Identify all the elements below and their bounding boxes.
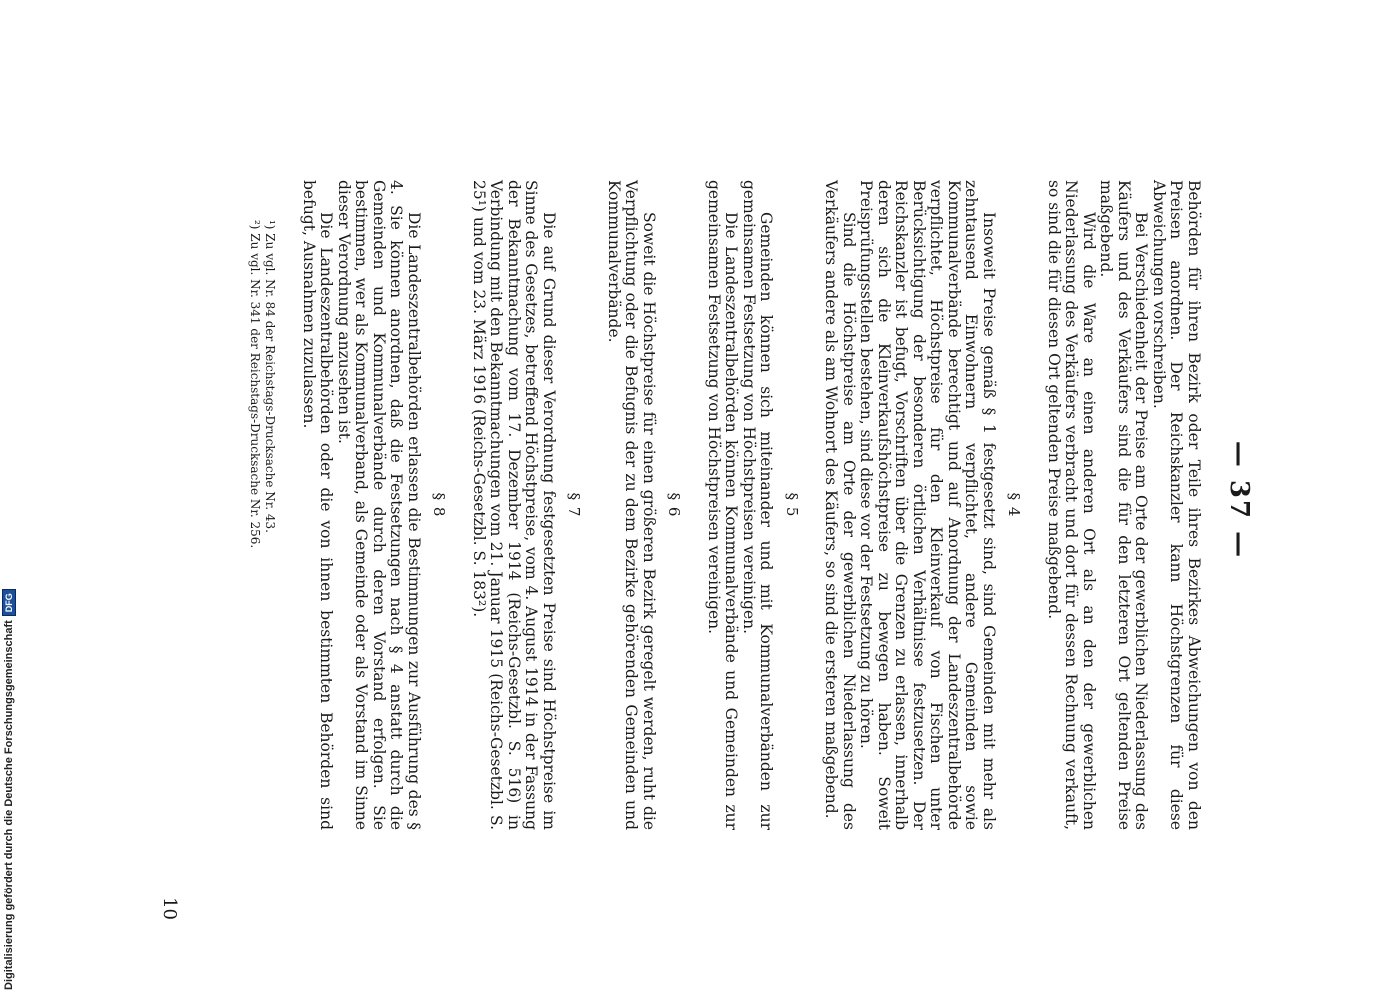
section-7 [470,180,583,830]
section-heading: § 7 [565,492,584,518]
section-6 [605,180,683,830]
paragraph: Soweit die Höchstpreise für einen größeren Bezirk geregelt werden, ruht die Verpflichtung oder die Befugnis der zu dem Bezirke gehörenden Gemeinden und Kommunalverbände. [605,180,658,830]
digitization-credit [2,0,16,1000]
page-content [248,180,1203,830]
section-8 [300,180,448,830]
sheet-number: 10 [159,897,180,920]
paragraph: Die auf Grund dieser Verordnung festgesetzten Preise sind Höchstpreise im Sinne des Gesetzes, betreffend Höchstpreise, vom 4. August 1914 in der Fassung der Bekanntmachung vom 17. Dezember 1914 (Reichs-Gesetzbl. S. 516) in Verbindung mit den Bekanntmachungen vom 21. Januar 1915 (Reichs-Gesetzbl. S. 25¹) und vom 23. März 1916 (Reichs-Gesetzbl. S. 183²). [470,180,558,830]
paragraph: Wird die Ware an einen anderen Ort als an den der gewerblichen Niederlassung des Verkäufers verbracht und dort für dessen Rechnung verkauft, so sind die für diesen Ort geltenden Preise maßgebend. [1045,180,1098,830]
paragraph: Behörden für ihren Bezirk oder Teile ihres Bezirkes Abweichungen von den Preisen anordnen. Der Reichskanzler kann Höchstgrenzen für diese Abweichungen vorschreiben. [1150,180,1203,830]
paragraph: Die Landeszentralbehörden können Kommunalverbände und Gemeinden zur gemeinsamen Festsetzung von Höchstpreisen vereinigen. [705,180,741,830]
credit-text: Digitalisierung gefördert durch die Deutsche Forschungsgemeinschaft [3,620,15,990]
footnotes [248,180,278,830]
intro-block [1045,180,1203,830]
paragraph: Die Landeszentralbehörden erlassen die Bestimmungen zur Ausführung des § 4. Sie können anordnen, daß die Festsetzungen nach § 4 anstatt durch die Gemeinden und Kommunalverbände durch deren Vorstand erfolgen. Sie bestimmen, wer als Kommunalverband, als Gemeinde oder als Vorstand im Sinne dieser Verordnung anzusehen ist. [335,180,423,830]
paragraph: Gemeinden können sich miteinander und mit Kommunalverbänden zur gemeinsamen Festsetzung von Höchstpreisen vereinigen. [740,180,776,830]
paragraph: Bei Verschiedenheit der Preise am Orte der gewerblichen Niederlassung des Käufers und des Verkäufers sind die für den letzteren Ort geltenden Preise maßgebend. [1097,180,1151,830]
paragraph: Insoweit Preise gemäß § 1 festgesetzt sind, sind Gemeinden mit mehr als zehntausend Einwohnern verpflichtet, andere Gemeinden sowie Kommunalverbände berechtigt und auf Anordnung der Landeszentralbehörde verpflichtet, Höchstpreise für den Kleinverkauf von Fischen unter Berücksichtigung der besonderen örtlichen Verhältnisse festzusetzen. Der Reichskanzler ist befugt, Vorschriften über die Grenzen zu erlassen, innerhalb deren sich die Kleinverkaufshöchstpreise zu bewegen haben. Soweit Preisprüfungsstellen bestehen, sind diese vor der Festsetzung zu hören. [857,180,998,830]
credit-line [2,589,16,990]
dfg-logo-icon: DFG [2,589,16,616]
section-4 [822,180,1023,830]
paragraph: Sind die Höchstpreise am Orte der gewerblichen Niederlassung des Verkäufers andere als am Wohnort des Käufers, so sind die ersteren maßgebend. [822,180,858,830]
page-number: — 37 — [1224,440,1254,560]
scanned-page [120,0,1260,1000]
section-5 [705,180,801,830]
section-heading: § 4 [1005,492,1024,518]
footnote: ¹) Zu vgl. Nr. 84 der Reichstags-Drucksache Nr. 43. [263,220,278,533]
footnote: ²) Zu vgl. Nr. 341 der Reichstags-Drucksache Nr. 256. [248,220,263,549]
paragraph: Die Landeszentralbehörden oder die von ihnen bestimmten Behörden sind befugt, Ausnahmen zuzulassen. [300,180,336,830]
section-heading: § 8 [430,492,449,518]
section-heading: § 6 [665,492,684,518]
section-heading: § 5 [783,492,801,518]
